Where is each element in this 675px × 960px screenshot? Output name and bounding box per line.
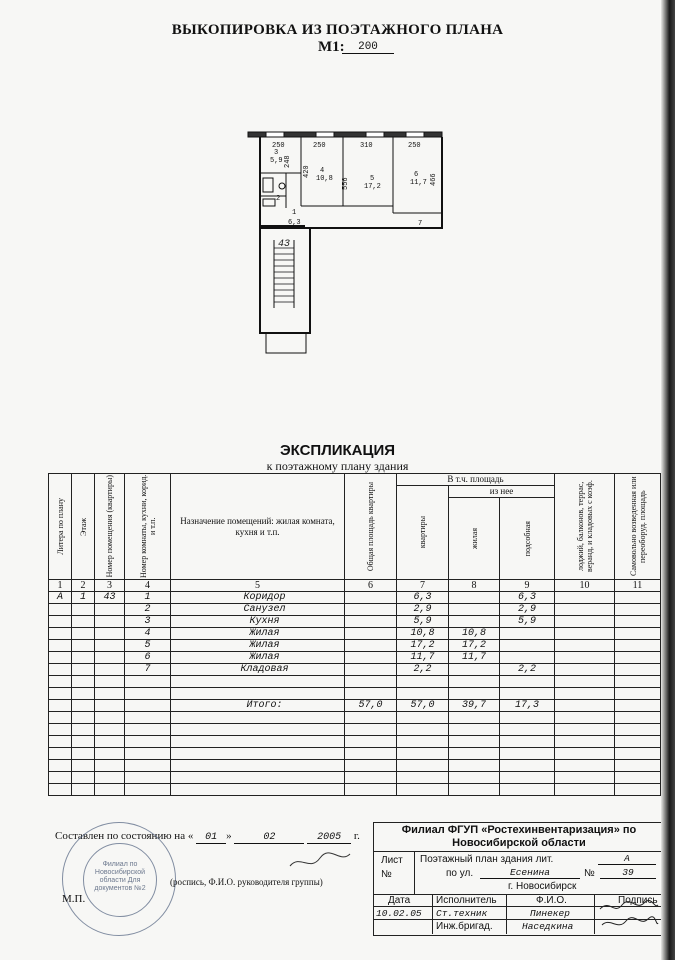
empty-cell (615, 760, 661, 772)
sheet-label: Лист (381, 855, 403, 866)
col-num: 6 (345, 580, 397, 592)
empty-cell (95, 772, 125, 784)
apt-area-cell: 2,2 (397, 664, 449, 676)
mp-label: М.П. (62, 893, 86, 905)
compiled-label: Составлен по состоянию на « (55, 830, 194, 842)
empty-cell (125, 724, 171, 736)
table-row (49, 784, 661, 796)
hdr-purpose: Назначение помещений: жилая комната, кухня и т.п. (171, 474, 345, 580)
director-signature (160, 840, 360, 880)
empty-cell (72, 688, 95, 700)
brigade-label: Инж.бригад. (436, 921, 493, 932)
col-num: 8 (449, 580, 500, 592)
column-numbers-row (49, 580, 661, 592)
exec-position: Ст.техник (436, 908, 488, 919)
floor-cell: 1 (72, 592, 95, 604)
loggia-cell (555, 664, 615, 676)
empty-cell (95, 712, 125, 724)
totals-apt: 57,0 (397, 700, 449, 712)
room-6-num: 6 (414, 171, 419, 179)
aux-area-cell: 6,3 (500, 592, 555, 604)
dim-side-3: 556 (342, 177, 350, 190)
aux-area-cell (500, 628, 555, 640)
empty-cell (345, 748, 397, 760)
street-label: по ул. (446, 868, 474, 879)
empty-cell (615, 616, 661, 628)
living-area-cell: 11,7 (449, 652, 500, 664)
empty-cell (95, 748, 125, 760)
total-cell (345, 592, 397, 604)
room-no-cell: 2 (125, 604, 171, 616)
empty-cell (72, 628, 95, 640)
empty-cell (49, 760, 72, 772)
brigade-fio: Наседкина (522, 921, 574, 932)
empty-cell (49, 640, 72, 652)
explication-subtitle: к поэтажному плану здания (266, 459, 409, 473)
totals-row (49, 700, 661, 712)
dim-side-2: 420 (303, 165, 311, 178)
table-row (49, 616, 661, 628)
apt-area-cell: 17,2 (397, 640, 449, 652)
aux-area-cell: 2,9 (500, 604, 555, 616)
empty-cell (95, 784, 125, 796)
empty-cell (49, 664, 72, 676)
totals-living: 39,7 (449, 700, 500, 712)
loggia-cell (555, 616, 615, 628)
table-row (49, 736, 661, 748)
empty-cell (95, 652, 125, 664)
scale-value: 200 (342, 41, 394, 54)
room-name-cell: Жилая (171, 652, 345, 664)
totals-aux: 17,3 (500, 700, 555, 712)
room-5-num: 5 (370, 175, 375, 183)
hdr-apartment: квартиры (418, 516, 427, 549)
totals-label: Итого: (171, 700, 345, 712)
table-row (49, 592, 661, 604)
empty-cell (615, 688, 661, 700)
empty-cell (49, 772, 72, 784)
empty-cell (49, 784, 72, 796)
doc-litera: А (598, 853, 656, 865)
total-cell (345, 604, 397, 616)
col-num: 5 (171, 580, 345, 592)
empty-cell (555, 736, 615, 748)
col-fio: Ф.И.О. (536, 895, 567, 906)
total-cell (345, 652, 397, 664)
empty-cell (49, 688, 72, 700)
empty-cell (615, 784, 661, 796)
scale-label: М1: (318, 39, 345, 55)
room-4-area: 10,8 (316, 175, 333, 183)
loggia-cell (555, 628, 615, 640)
dim-top-2: 250 (313, 142, 326, 150)
empty-cell (171, 772, 345, 784)
room-name-cell: Санузел (171, 604, 345, 616)
empty-cell (500, 784, 555, 796)
empty-cell (49, 652, 72, 664)
empty-cell (125, 748, 171, 760)
hdr-floor: Этаж (78, 517, 88, 536)
empty-cell (72, 748, 95, 760)
table-row (49, 652, 661, 664)
empty-cell (95, 688, 125, 700)
empty-cell (500, 736, 555, 748)
loggia-cell (555, 592, 615, 604)
empty-cell (500, 712, 555, 724)
empty-cell (345, 772, 397, 784)
empty-cell (72, 712, 95, 724)
dim-top-1: 250 (272, 142, 285, 150)
loggia-cell (555, 652, 615, 664)
loggia-cell (555, 604, 615, 616)
room-4-num: 4 (320, 167, 325, 175)
empty-cell (615, 772, 661, 784)
empty-cell (72, 664, 95, 676)
empty-cell (397, 676, 449, 688)
table-row (49, 724, 661, 736)
empty-cell (500, 724, 555, 736)
empty-cell (171, 712, 345, 724)
empty-cell (72, 724, 95, 736)
empty-cell (95, 640, 125, 652)
total-cell (345, 664, 397, 676)
empty-cell (95, 628, 125, 640)
total-cell (345, 628, 397, 640)
table-row (49, 688, 661, 700)
table-row (49, 772, 661, 784)
room-no-cell: 1 (125, 592, 171, 604)
room-7-num: 7 (418, 220, 423, 228)
hdr-room-no: Номер комнаты, кухни, корид. и т.п. (138, 474, 157, 579)
col-num: 10 (555, 580, 615, 592)
empty-cell (345, 760, 397, 772)
room-no-cell: 7 (125, 664, 171, 676)
doc-title: Поэтажный план здания лит. (420, 854, 554, 865)
empty-cell (72, 604, 95, 616)
scan-edge (661, 0, 675, 960)
org-name: Филиал ФГУП «Ростехинвентаризация» по Новосибирской области (401, 824, 637, 849)
empty-cell (125, 676, 171, 688)
empty-cell (449, 784, 500, 796)
empty-cell (72, 736, 95, 748)
empty-cell (125, 784, 171, 796)
empty-cell (72, 676, 95, 688)
empty-cell (49, 748, 72, 760)
empty-cell (449, 736, 500, 748)
apt-area-cell: 2,9 (397, 604, 449, 616)
explication-table (48, 473, 661, 796)
table-row (49, 760, 661, 772)
empty-cell (615, 652, 661, 664)
empty-cell (125, 736, 171, 748)
empty-cell (49, 628, 72, 640)
empty-cell (397, 712, 449, 724)
empty-cell (449, 748, 500, 760)
apt-cell: 43 (95, 592, 125, 604)
aux-area-cell (500, 640, 555, 652)
room-5-area: 17,2 (364, 183, 381, 191)
hdr-loggias: лоджий, балконов, террас, веранд, и кладовых с коэф. (575, 480, 594, 573)
empty-cell (171, 676, 345, 688)
col-num: 4 (125, 580, 171, 592)
house-value: 39 (600, 867, 656, 879)
empty-cell (72, 760, 95, 772)
empty-cell (171, 736, 345, 748)
empty-cell (500, 748, 555, 760)
empty-cell (449, 712, 500, 724)
empty-cell (345, 712, 397, 724)
total-cell (345, 616, 397, 628)
empty-cell (345, 784, 397, 796)
empty-cell (449, 724, 500, 736)
table-row (49, 748, 661, 760)
living-area-cell (449, 616, 500, 628)
room-2-num: 2 (276, 195, 281, 203)
room-1-area: 6,3 (288, 219, 301, 227)
col-num: 3 (95, 580, 125, 592)
empty-cell (345, 724, 397, 736)
room-6-area: 11,7 (410, 179, 427, 187)
empty-cell (171, 784, 345, 796)
dim-top-4: 250 (408, 142, 421, 150)
no-label: № (381, 869, 392, 880)
living-area-cell (449, 664, 500, 676)
empty-cell (500, 688, 555, 700)
aux-area-cell: 5,9 (500, 616, 555, 628)
room-3-num: 3 (274, 149, 279, 157)
empty-cell (500, 760, 555, 772)
house-label: № (584, 868, 595, 879)
room-name-cell: Жилая (171, 628, 345, 640)
hdr-living: жилая (469, 527, 479, 550)
empty-cell (555, 748, 615, 760)
hdr-of-which: из нее (449, 486, 555, 498)
empty-cell (72, 772, 95, 784)
exec-date: 10.02.05 (376, 908, 422, 919)
aux-area-cell: 2,2 (500, 664, 555, 676)
table-row (49, 604, 661, 616)
page-title: ВЫКОПИРОВКА ИЗ ПОЭТАЖНОГО ПЛАНА (171, 22, 504, 38)
empty-cell (125, 772, 171, 784)
hdr-unauth: Самовольно возведенная или переоборуд. площадь (628, 476, 647, 577)
dim-top-3: 310 (360, 142, 373, 150)
empty-cell (49, 616, 72, 628)
empty-cell (49, 724, 72, 736)
empty-cell (615, 640, 661, 652)
dim-side-1: 248 (284, 155, 292, 168)
empty-cell (555, 772, 615, 784)
empty-cell (397, 784, 449, 796)
empty-cell (397, 688, 449, 700)
signature-mark (596, 897, 660, 935)
explication-rows (49, 592, 661, 796)
empty-cell (95, 724, 125, 736)
empty-cell (615, 736, 661, 748)
table-row (49, 640, 661, 652)
empty-cell (397, 748, 449, 760)
totals-total: 57,0 (345, 700, 397, 712)
empty-cell (615, 628, 661, 640)
empty-cell (95, 736, 125, 748)
col-num: 9 (500, 580, 555, 592)
empty-cell (615, 592, 661, 604)
empty-cell (125, 760, 171, 772)
empty-cell (95, 760, 125, 772)
col-date: Дата (388, 895, 411, 906)
empty-cell (95, 676, 125, 688)
empty-cell (72, 652, 95, 664)
year-suffix: г. (353, 830, 360, 842)
empty-cell (72, 640, 95, 652)
empty-cell (449, 676, 500, 688)
empty-cell (95, 616, 125, 628)
living-area-cell: 17,2 (449, 640, 500, 652)
room-name-cell: Кладовая (171, 664, 345, 676)
apt-area-cell: 10,8 (397, 628, 449, 640)
empty-cell (49, 604, 72, 616)
empty-cell (125, 688, 171, 700)
compiled-day: 01 (196, 832, 226, 844)
empty-cell (49, 736, 72, 748)
exec-fio: Пинекер (530, 908, 570, 919)
empty-cell (555, 760, 615, 772)
living-area-cell (449, 592, 500, 604)
room-no-cell: 4 (125, 628, 171, 640)
table-row (49, 676, 661, 688)
litera-cell: А (49, 592, 72, 604)
empty-cell (555, 688, 615, 700)
explication-title: ЭКСПЛИКАЦИЯ (279, 442, 396, 459)
empty-cell (95, 604, 125, 616)
empty-cell (49, 676, 72, 688)
empty-cell (500, 772, 555, 784)
hdr-total: Общая площадь квартиры (366, 481, 375, 572)
col-sign: Подпись (618, 895, 658, 906)
empty-cell (615, 724, 661, 736)
col-num: 11 (615, 580, 661, 592)
round-stamp (62, 822, 176, 936)
empty-cell (171, 724, 345, 736)
empty-cell (171, 748, 345, 760)
room-no-cell: 3 (125, 616, 171, 628)
empty-cell (555, 712, 615, 724)
col-num: 1 (49, 580, 72, 592)
empty-cell (345, 688, 397, 700)
loggia-cell (555, 640, 615, 652)
apartment-mark: 43 (278, 239, 291, 250)
compiled-year: 2005 (307, 832, 351, 844)
signature-caption: (роспись, Ф.И.О. руководителя группы) (170, 877, 323, 887)
compiled-date-line: Составлен по состоянию на « 01 » 02 2005 г. (55, 830, 360, 843)
total-cell (345, 640, 397, 652)
empty-cell (95, 664, 125, 676)
empty-cell (171, 760, 345, 772)
room-no-cell: 5 (125, 640, 171, 652)
empty-cell (72, 616, 95, 628)
col-num: 7 (397, 580, 449, 592)
city: г. Новосибирск (508, 881, 577, 892)
hdr-apt-no: Номер помещения (квартиры) (105, 475, 114, 578)
empty-cell (397, 724, 449, 736)
hdr-incl: В т.ч. площадь (397, 474, 555, 486)
table-row (49, 628, 661, 640)
empty-cell (449, 688, 500, 700)
empty-cell (449, 760, 500, 772)
empty-cell (555, 784, 615, 796)
dim-side-4: 466 (430, 173, 438, 186)
empty-cell (449, 772, 500, 784)
empty-cell (397, 736, 449, 748)
empty-cell (49, 712, 72, 724)
room-name-cell: Жилая (171, 640, 345, 652)
living-area-cell (449, 604, 500, 616)
table-row (49, 664, 661, 676)
living-area-cell: 10,8 (449, 628, 500, 640)
room-name-cell: Коридор (171, 592, 345, 604)
empty-cell (397, 760, 449, 772)
apt-area-cell: 11,7 (397, 652, 449, 664)
table-row (49, 712, 661, 724)
stamp-text: Филиал по Новосибирской области Для документов №2 (94, 861, 146, 892)
empty-cell (72, 784, 95, 796)
hdr-aux: подсобная (522, 520, 532, 557)
empty-cell (500, 676, 555, 688)
apt-area-cell: 5,9 (397, 616, 449, 628)
empty-cell (125, 712, 171, 724)
empty-cell (555, 724, 615, 736)
empty-cell (171, 688, 345, 700)
empty-cell (615, 664, 661, 676)
empty-cell (615, 712, 661, 724)
col-num: 2 (72, 580, 95, 592)
empty-cell (615, 676, 661, 688)
apt-area-cell: 6,3 (397, 592, 449, 604)
room-1-num: 1 (292, 209, 297, 217)
street-value: Есенина (480, 867, 580, 879)
empty-cell (615, 748, 661, 760)
empty-cell (345, 736, 397, 748)
empty-cell (345, 676, 397, 688)
empty-cell (615, 604, 661, 616)
room-name-cell: Кухня (171, 616, 345, 628)
col-exec: Исполнитель (436, 895, 497, 906)
hdr-litera: Литера по плану (55, 498, 65, 555)
room-no-cell: 6 (125, 652, 171, 664)
aux-area-cell (500, 652, 555, 664)
empty-cell (555, 676, 615, 688)
room-3-area: 5,9 (270, 157, 283, 165)
empty-cell (397, 772, 449, 784)
compiled-month: 02 (234, 832, 304, 844)
floor-plan (238, 128, 448, 358)
